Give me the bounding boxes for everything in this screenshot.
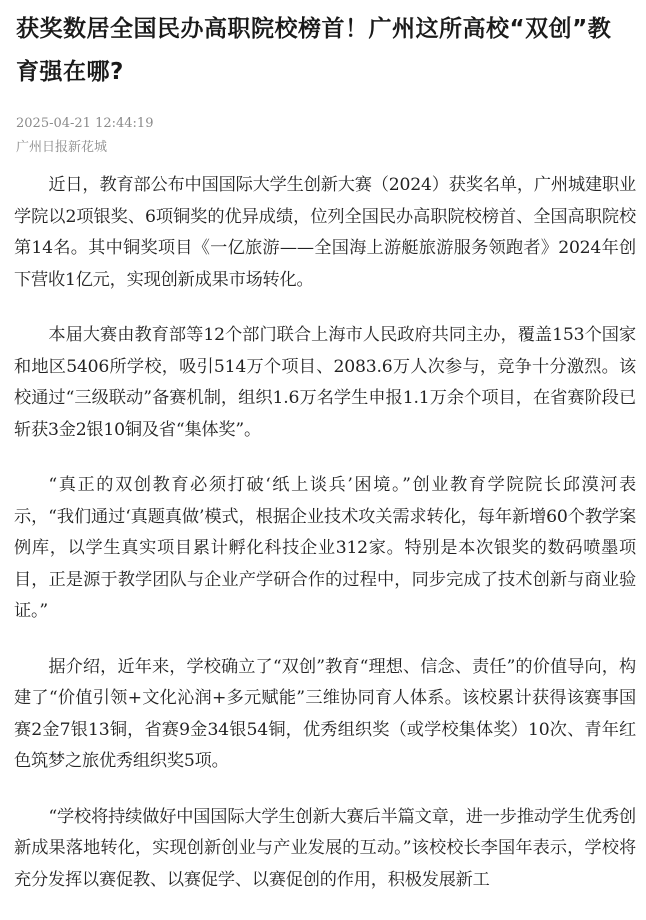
article-paragraph: 近日，教育部公布中国国际大学生创新大赛（2024）获奖名单，广州城建职业学院以2项银奖、6项铜奖的优异成绩，位列全国民办高职院校榜首、全国高职院校第14名。其中铜奖项目《一亿旅游——全国海上游艇旅游服务领跑者》2024年创下营收1亿元，实现创新成果市场转化。 (14, 175, 636, 290)
article-paragraph: “真正的双创教育必须打破‘纸上谈兵’困境。”创业教育学院院长邱漠河表示，“我们通过‘真题真做’模式，根据企业技术攻关需求转化，每年新增60个教学案例库，以学生真实项目累计孵化科技企业312家。特别是本次银奖的数码喷墨项目，正是源于教学团队与企业产学研合作的过程中，同步完成了技术创新与商业验证。” (14, 475, 636, 621)
article-body (14, 170, 636, 920)
article-source: 广州日报新花城 (16, 140, 108, 155)
article-paragraph: 据介绍，近年来，学校确立了“双创”教育“理想、信念、责任”的价值导向，构建了“价值引领+文化沁润+多元赋能”三维协同育人体系。该校累计获得该赛事国赛2金7银13铜，省赛9金34银54铜，优秀组织奖（或学校集体奖）10次、青年红色筑梦之旅优秀组织奖5项。 (14, 656, 636, 771)
article-paragraph: “学校将持续做好中国国际大学生创新大赛后半篇文章，进一步推动学生优秀创新成果落地转化，实现创新创业与产业发展的互动。”该校校长李国年表示，学校将充分发挥以赛促教、以赛促学、以赛促创的作用，积极发展新工 (14, 806, 636, 890)
article-title: 获奖数居全国民办高职院校榜首！广州这所高校“双创”教育强在哪? (16, 16, 612, 85)
publish-date: 2025-04-21 12:44:19 (16, 116, 154, 131)
article-paragraph: 本届大赛由教育部等12个部门联合上海市人民政府共同主办，覆盖153个国家和地区5406所学校，吸引514万个项目、2083.6万人次参与，竞争十分激烈。该校通过“三级联动”备赛机制，组织1.6万名学生申报1.1万余个项目，在省赛阶段已斩获3金2银10铜及省“集体奖”。 (14, 325, 636, 440)
